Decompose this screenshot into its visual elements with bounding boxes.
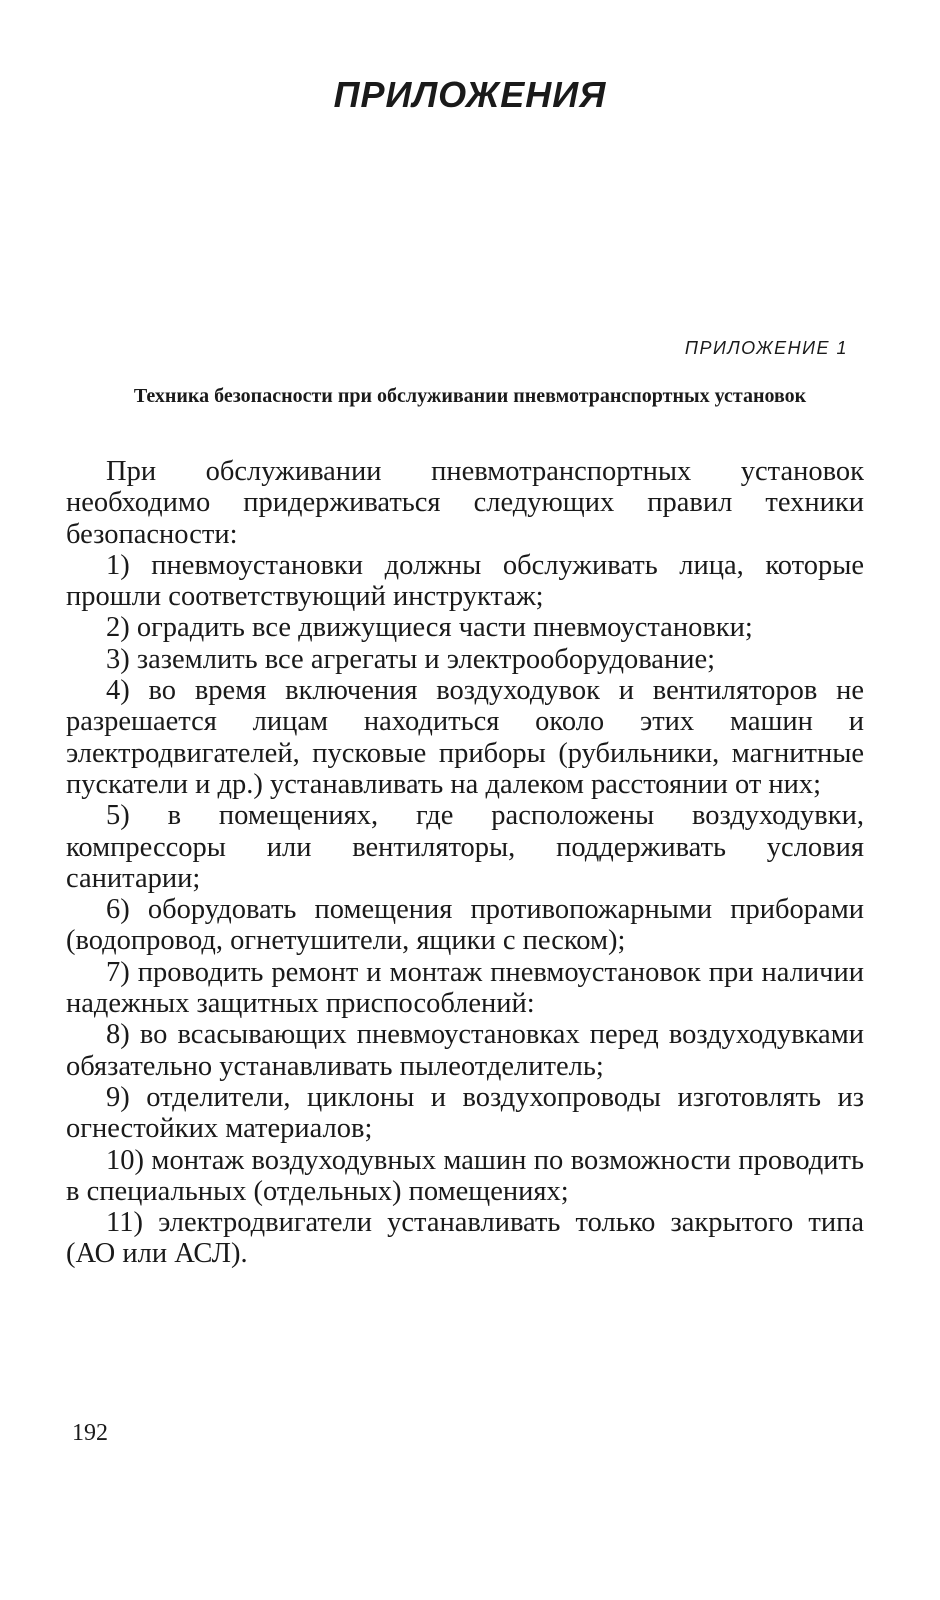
rule-item: 11) электродвигатели устанавливать только закрытого типа (АО или АСЛ). — [66, 1207, 864, 1270]
page-title: ПРИЛОЖЕНИЯ — [333, 74, 607, 115]
page-number: 192 — [72, 1420, 108, 1446]
intro-paragraph: При обслуживании пневмотранспортных установок необходимо придерживаться следующих правил техники безопасности: — [66, 456, 864, 550]
rule-item: 1) пневмоустановки должны обслуживать лица, которые прошли соответствующий инструктаж; — [66, 549, 864, 613]
body-text — [66, 456, 864, 1270]
rule-item: 2) оградить все движущиеся части пневмоустановки; — [106, 612, 753, 644]
rule-item: 7) проводить ремонт и монтаж пневмоустановок при наличии надежных защитных приспособлений: — [66, 956, 864, 1020]
appendix-label: ПРИЛОЖЕНИЕ 1 — [684, 338, 848, 358]
rule-item: 6) оборудовать помещения противопожарными приборами (водопровод, огнетушители, ящики с песком); — [66, 894, 864, 957]
rule-item: 9) отделители, циклоны и воздухопроводы изготовлять из огнестойких материалов; — [66, 1081, 864, 1145]
rule-item: 3) заземлить все агрегаты и электрооборудование; — [106, 643, 716, 675]
rule-item: 5) в помещениях, где расположены воздуходувки, компрессоры или вентиляторы, поддерживать условия санитарии; — [66, 800, 864, 894]
rule-item: 8) во всасывающих пневмоустановках перед воздуходувками обязательно устанавливать пылеотделитель; — [66, 1019, 864, 1082]
section-title: Техника безопасности при обслуживании пневмотранспортных установок — [133, 385, 807, 407]
rule-item: 10) монтаж воздуходувных машин по возможности проводить в специальных (отдельных) помещениях; — [66, 1144, 864, 1207]
rule-item: 4) во время включения воздуходувок и вентиляторов не разрешается лицам находиться около этих машин и электродвигателей, пусковые приборы (рубильники, магнитные пускатели и др.) устанавливать на далеком расстоянии от них; — [66, 675, 864, 800]
